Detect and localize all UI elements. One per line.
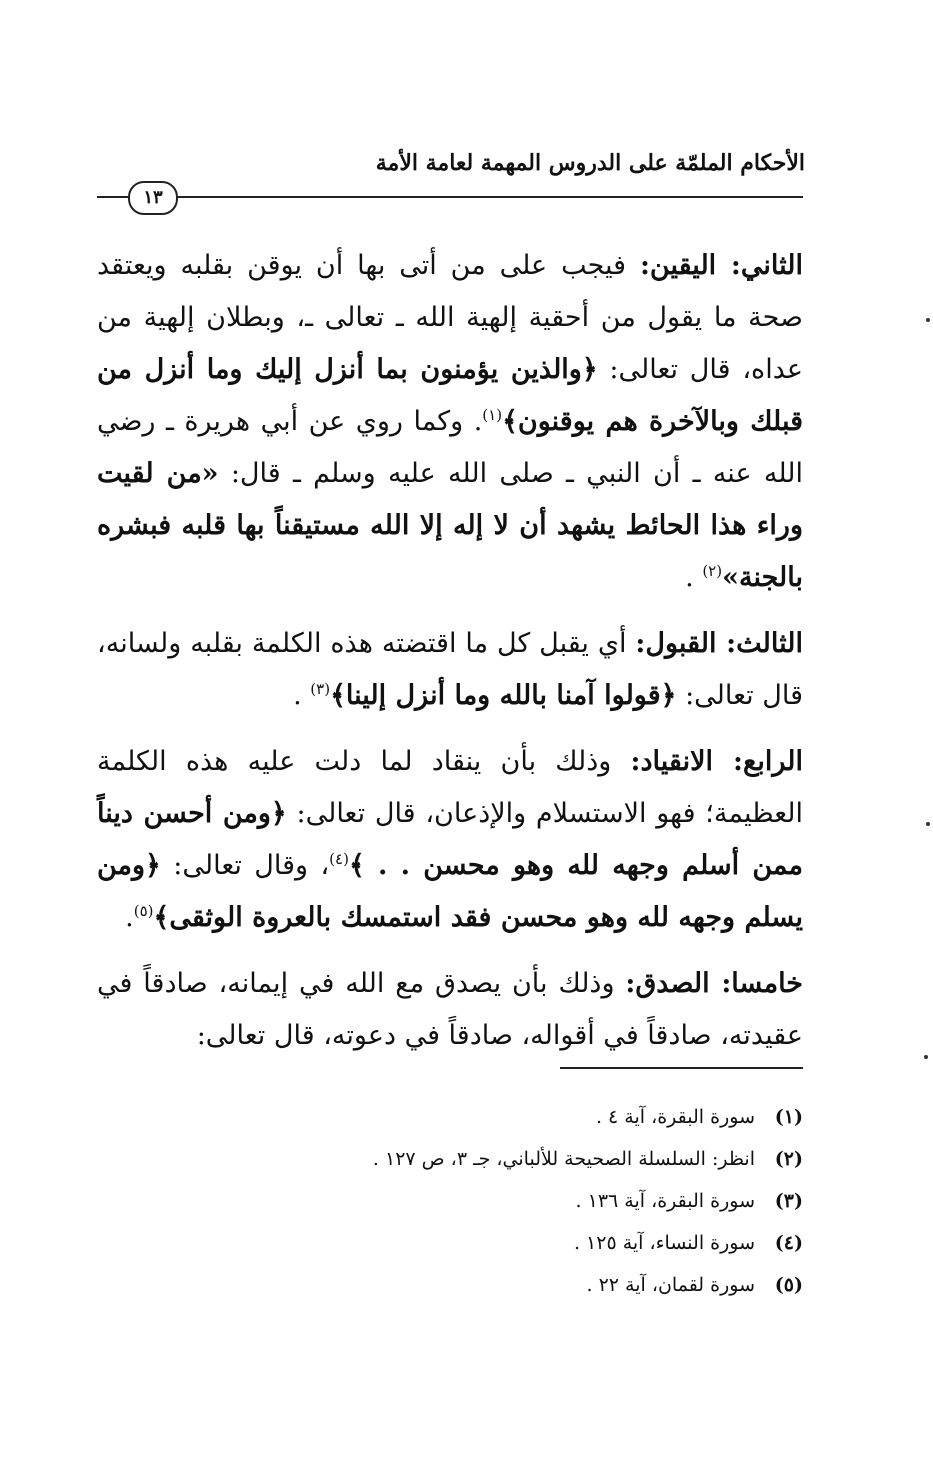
body-text [97,240,803,1076]
paragraph-text: . [293,680,311,711]
footnote-marker: (٤) [774,1232,803,1254]
paragraph-acceptance [97,618,803,722]
footnote-marker: (١) [774,1106,803,1128]
footnote-item [97,1096,803,1138]
footnote-item [97,1222,803,1264]
footnote-ref: (١) [482,406,503,424]
paragraph-text: وذلك بأن ينقاد لما دلت عليه هذه الكلمة العظيمة؛ فهو الاستسلام والإذعان، قال تعالى: [97,746,803,829]
footnote-text: سورة لقمان، آية ٢٢ . [586,1274,755,1296]
term-certainty: الثاني: اليقين: [639,250,803,281]
footnote-text: سورة النساء، آية ١٢٥ . [573,1232,755,1254]
paragraph-submission [97,736,803,944]
footnote-item [97,1264,803,1306]
footnote-item [97,1138,803,1180]
paragraph-text: فيجب على من أتى بها أن يوقن بقلبه ويعتقد صحة ما يقول من أحقية إلهية الله ـ تعالى ـ، وبطلان إلهية من عداه، قال تعالى: [97,250,803,385]
footnote-ref: (٣) [310,680,331,698]
paragraph-certainty [97,240,803,604]
footnotes [97,1096,803,1306]
running-title: الأحكام الملمّة على الدروس المهمة لعامة الأمة [375,150,805,176]
scan-speck [926,318,930,322]
paragraph-text: . [685,562,703,593]
scan-speck [926,822,930,826]
quran-quote: ﴿قولوا آمنا بالله وما أنزل إلينا﴾ [330,680,677,711]
page-number: ١٣ [128,181,178,215]
paragraph-text: . وكما روي عن أبي هريرة ـ رضي الله عنه ـ أن النبي ـ صلى الله عليه وسلم ـ قال: [97,406,803,489]
term-submission: الرابع: الانقياد: [630,746,803,777]
footnote-ref: (٢) [702,562,723,580]
paragraph-text: ، وقال تعالى: [160,850,330,881]
footnote-text: انظر: السلسلة الصحيحة للألباني، جـ ٣، ص ١٢٧ . [372,1148,755,1170]
term-truthfulness: خامسا: الصدق: [625,968,803,999]
header-rule [97,196,803,198]
paragraph-text: أي يقبل كل ما اقتضته هذه الكلمة بقلبه ولسانه، قال تعالى: [97,628,803,711]
paragraph-text: وذلك بأن يصدق مع الله في إيمانه، صادقاً في عقيدته، صادقاً في أقواله، صادقاً في دعوته، قال تعالى: [97,968,803,1051]
footnote-ref: (٤) [329,850,349,868]
paragraph-truthfulness [97,958,803,1062]
quran-quote: ﴿ومن يسلم وجهه لله وهو محسن فقد استمسك بالعروة الوثقى﴾ [97,850,803,933]
term-acceptance: الثالث: القبول: [635,628,803,659]
footnote-marker: (٥) [774,1274,803,1296]
footnote-rule [560,1067,803,1069]
quran-quote: ﴿ومن أحسن ديناً ممن أسلم وجهه لله وهو محسن . . ﴾ [97,798,803,881]
footnote-marker: (٣) [774,1190,803,1212]
scan-speck [924,1055,928,1059]
footnote-text: سورة البقرة، آية ١٣٦ . [575,1190,755,1212]
footnote-marker: (٢) [774,1148,803,1170]
footnote-text: سورة البقرة، آية ٤ . [595,1106,755,1128]
paragraph-text: . [125,902,134,933]
footnote-ref: (٥) [133,902,154,920]
quran-quote: ﴿والذين يؤمنون بما أنزل إليك وما أنزل من قبلك وبالآخرة هم يوقنون﴾ [97,354,803,437]
footnote-item [97,1180,803,1222]
hadith-quote: «من لقيت وراء هذا الحائط يشهد أن لا إله إلا الله مستيقناً بها قلبه فبشره بالجنة» [97,458,803,593]
